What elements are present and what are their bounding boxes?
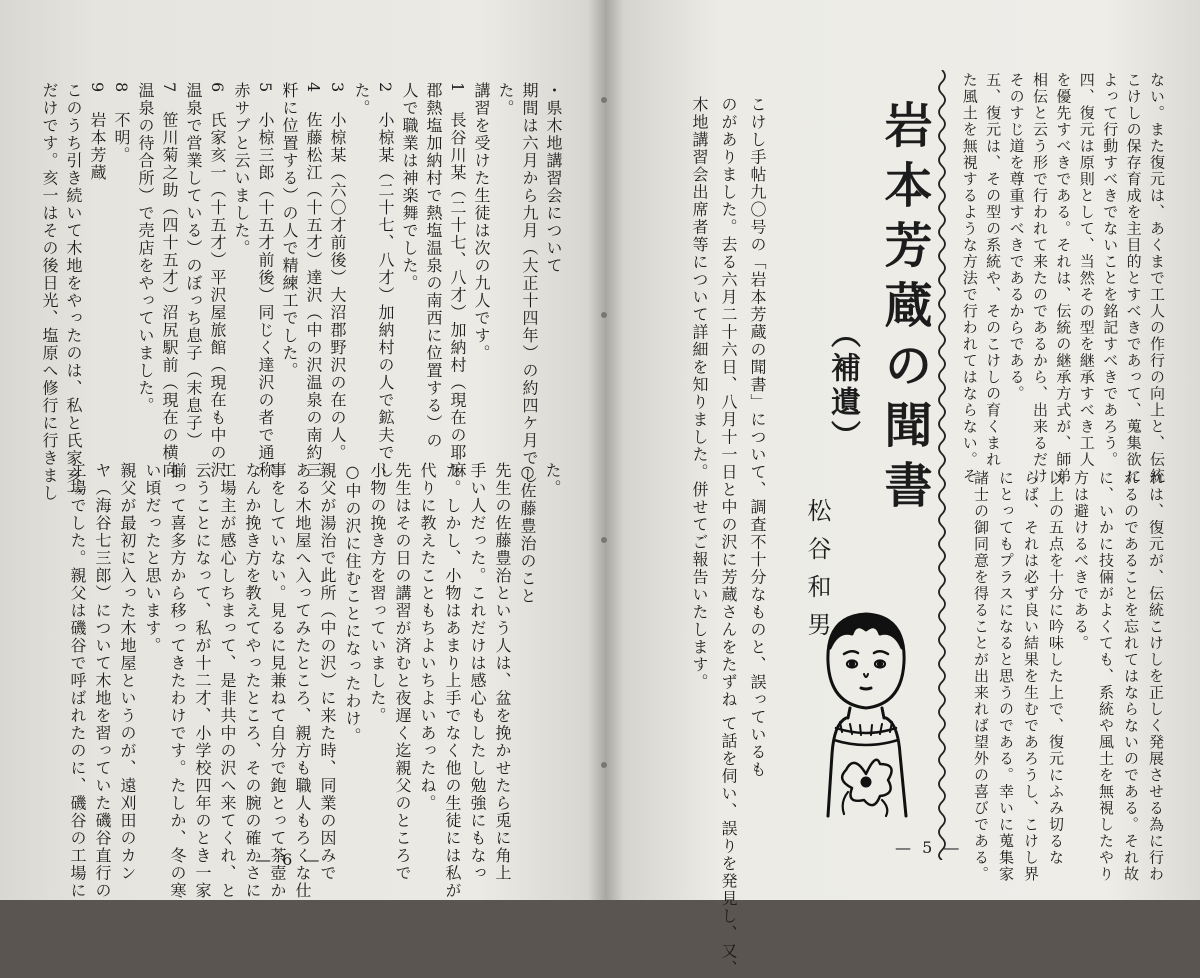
- text-line: 8 不明。: [112, 82, 131, 164]
- text-line: れるのであることを忘れてはならないのである。それ故: [1122, 470, 1140, 883]
- text-line: ・県木地講習会について: [544, 82, 563, 275]
- kokeshi-doll-illustration: [806, 604, 926, 819]
- text-line: 5 小椋三郎（十五才前後）同じく達沢の者で通称: [256, 82, 275, 479]
- text-line: こけし手帖九〇号の「岩本芳蔵の聞書」について、調査不十分なものと、誤っているも: [748, 96, 767, 779]
- text-line: そのすじ道を尊重すべきであるからである。: [1007, 72, 1026, 402]
- text-line: だけです。亥一はその後日光、塩原へ修行に行きまし: [40, 82, 59, 502]
- text-line: た風土を無視するような方法で行われてはならない。そ: [960, 72, 979, 485]
- text-line: 温泉で営業している）のぼっち息子（末息子）: [184, 82, 203, 450]
- text-line: に、いかに技倆がよくても、系統や風土を無視したやり: [1097, 470, 1115, 883]
- text-line: 赤サブと云いました。: [232, 82, 251, 257]
- text-line: い頃だったと思います。: [143, 462, 162, 655]
- text-line: 手い人だった。これだけは感心もしたし勉強にもなっ: [468, 462, 487, 882]
- text-line: 代りに教えたこともちよいちよいあったね。: [418, 462, 437, 812]
- text-line: た。: [352, 82, 371, 117]
- text-line: 木地講習会出席者等について詳細を知りました。併せてご報告いたします。: [690, 96, 709, 691]
- article-author: 松谷和男: [803, 498, 831, 650]
- text-line: を優先すべきである。それは、伝統の継承方式が、師弟: [1054, 72, 1073, 485]
- text-line: ヤ（海谷七三郎）について木地を習っていた磯谷直行の: [93, 462, 112, 900]
- text-line: 以上の五点を十分に吟味した上で、復元にふみ切るな: [1047, 470, 1065, 866]
- text-line: 親父が湯治で此所（中の沢）に来た時、同業の因みで: [318, 462, 337, 882]
- text-line: 工場主が感心しちまって、是非共中の沢へ来てくれ、と: [218, 462, 237, 900]
- text-line: ○中の沢に住むことになったわけ。: [343, 462, 362, 745]
- text-line: ○佐藤豊治のこと: [518, 462, 537, 605]
- text-line: 親父が最初に入った木地屋というのが、遠刈田のカン: [118, 462, 137, 882]
- wavy-divider: [935, 70, 949, 860]
- text-line: 揃って喜多方から移ってきたわけです。たしか、冬の寒: [168, 462, 187, 900]
- text-line: 工場でした。親父は磯谷で呼ばれたのに、磯谷の工場に: [68, 462, 87, 900]
- page-6-upper-text: [40, 82, 565, 502]
- text-line: 郡熱塩加納村で熱塩温泉の南西に位置する）の: [424, 82, 443, 450]
- text-line: れは、復元が、伝統こけしを正しく発展させる為に行わ: [1147, 470, 1165, 883]
- text-line: 9 岩本芳蔵: [88, 82, 107, 182]
- text-line: 1 長谷川某（二十七、八才）加納村（現在の耶麻: [448, 82, 467, 479]
- text-line: なんか挽き方を教えてやったところ、その腕の確かさに: [243, 462, 262, 900]
- text-line: よって行動すべきでないことを銘記すべきであろう。: [1101, 72, 1120, 468]
- text-line: 先生の佐藤豊治という人は、盆を挽かせたら兎に角上: [493, 462, 512, 882]
- text-line: 相伝と云う形で行われて来たのであるから、出来るだけ: [1030, 72, 1049, 485]
- text-line: 人で職業は神楽舞でした。: [400, 82, 419, 292]
- page-5-upper-text: [958, 72, 1168, 485]
- text-line: 云うことになって、私が十二才、小学校四年のとき一家: [193, 462, 212, 900]
- text-line: こけしの保存育成を主目的とすべきであって、蒐集欲に: [1124, 72, 1143, 485]
- text-line: らば、それは必ず良い結果を生むであろうし、こけし界: [1022, 470, 1040, 883]
- text-line: 7 笹川菊之助（四十五才）沼尻駅前（現在の横向: [160, 82, 179, 479]
- text-line: 四、復元は原則として、当然その型を継承すべき工人: [1077, 72, 1096, 468]
- text-line: 五、復元は、その型の系統や、そのこけしの育くまれ: [984, 72, 1003, 468]
- text-line: 先生はその日の講習が済むと夜遅く迄親父のところで: [393, 462, 412, 882]
- text-line: このうち引き続いて木地をやったのは、私と氏家亥一: [64, 82, 83, 502]
- article-title: 岩本芳蔵の聞書: [876, 100, 932, 520]
- article-intro: [680, 96, 772, 978]
- text-line: た。しかし、小物はあまり上手でなく他の生徒には私が: [443, 462, 462, 900]
- text-line: 3 小椋某（六〇才前後）大沼郡野沢の在の人。: [328, 82, 347, 462]
- text-line: 6 氏家亥一（十五才）平沢屋旅館（現在も中の沢: [208, 82, 227, 479]
- text-line: 温泉の待合所）で売店をやっていました。: [136, 82, 155, 415]
- page-5-lower-text: [966, 470, 1168, 883]
- text-line: 粁に位置する）の人で精練工でした。: [280, 82, 299, 380]
- text-line: ない。また復元は、あくまで工人の作行の向上と、伝統: [1148, 72, 1166, 485]
- text-line: 2 小椋某（二十七、八才）加納村の人で鉱夫でし: [376, 82, 395, 479]
- text-line: 4 佐藤松江（十五才）達沢（中の沢温泉の南約三: [304, 82, 323, 479]
- binding-stitches: [596, 0, 612, 900]
- text-line: た。: [496, 82, 515, 117]
- text-line: 期間は六月から九月（大正十四年）の約四ケ月でし: [520, 82, 539, 485]
- text-line: 講習を受けた生徒は次の九人です。: [472, 82, 491, 362]
- text-line: 小物の挽き方を習っていました。: [368, 462, 387, 725]
- text-line: 事をしていない。見るに見兼ねて自分で鉋とって茶壺か: [268, 462, 287, 900]
- page-6-number: — 6 —: [255, 850, 323, 869]
- text-line: にとってもプラスになると思うのである。幸いに蒐集家: [997, 470, 1015, 883]
- text-line: 方は避けるべきである。: [1072, 470, 1090, 652]
- text-line: ある木地屋へ入ってみたところ、親方も職人もろくな仕: [293, 462, 312, 900]
- text-line: た。: [543, 462, 562, 497]
- article-subtitle: （補遺）: [825, 318, 860, 454]
- page-6-lower-text: [40, 462, 565, 900]
- page-5-number: — 5 —: [895, 838, 963, 857]
- text-line: 諸士の御同意を得ることが出来れば望外の喜びである。: [972, 470, 990, 883]
- text-line: のがありました。去る六月二十六日、八月十一日と中の沢に芳蔵さんをたずね て話を伺い、誤りを発見し、又、: [719, 96, 738, 978]
